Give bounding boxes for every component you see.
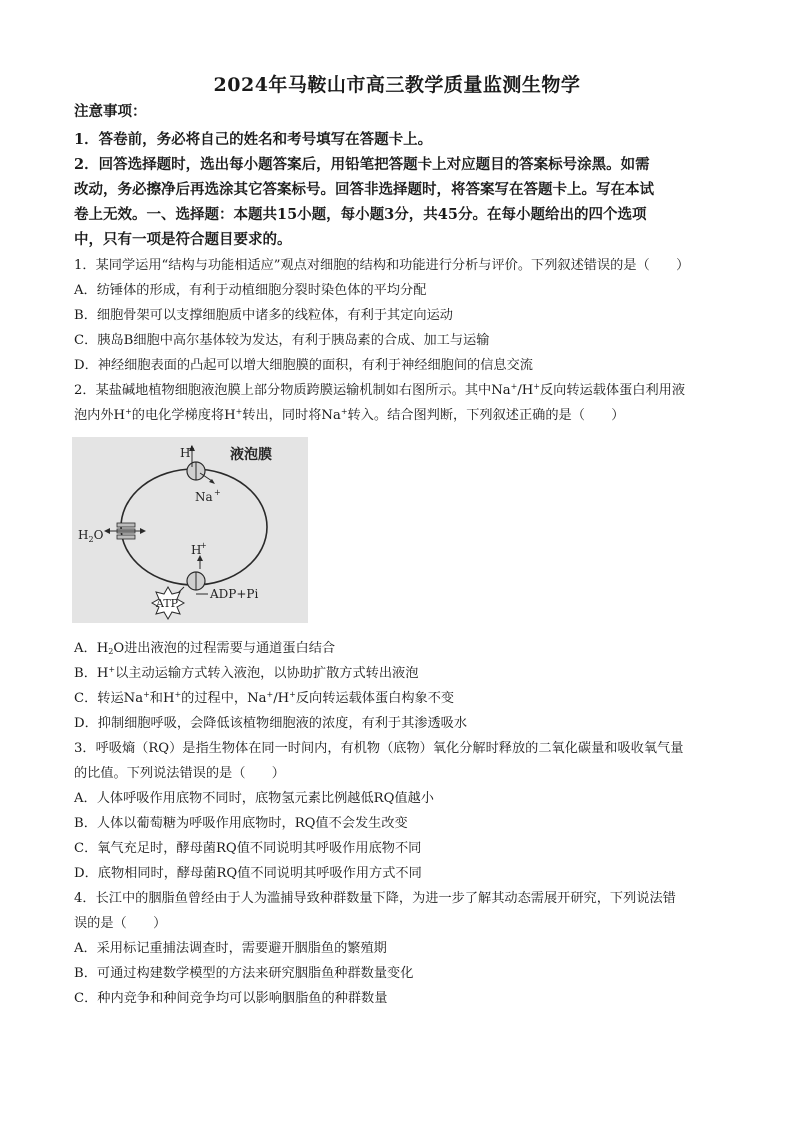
water-channel — [104, 523, 146, 539]
vacuole-membrane — [121, 469, 267, 585]
label-na-plus: + — [214, 488, 221, 497]
q4-option-c: C．种内竞争和种间竞争均可以影响胭脂鱼的种群数量 — [74, 991, 388, 1006]
label-atp: ATP — [156, 597, 179, 610]
q2-stem-line1: 2．某盐碱地植物细胞液泡膜上部分物质跨膜运输机制如右图所示。其中Na+/H+反向转运载体蛋白利用液 — [74, 382, 686, 398]
notice-item-1: 1．答卷前，务必将自己的姓名和考号填写在答题卡上。 — [74, 131, 433, 148]
q3-option-d: D．底物相同时，酵母菌RQ值不同说明其呼吸作用方式不同 — [74, 866, 422, 881]
q2-option-a: A．$H_2O$进出液泡的过程需要与通道蛋白结合 — [74, 641, 336, 656]
q1-option-c: C．胰岛B细胞中高尔基体较为发达，有利于胰岛素的合成、加工与运输 — [74, 333, 490, 348]
label-vacuole-membrane: 液泡膜 — [230, 447, 272, 463]
q3-option-a: A．人体呼吸作用底物不同时，底物氢元素比例越低RQ值越小 — [74, 791, 434, 806]
label-h-top-plus: + — [188, 444, 195, 453]
h-atpase-pump — [176, 555, 208, 595]
q1-option-a: A．纺锤体的形成，有利于动植细胞分裂时染色体的平均分配 — [74, 283, 427, 298]
q3-option-b: B．人体以葡萄糖为呼吸作用底物时，RQ值不会发生改变 — [74, 816, 408, 831]
label-h-bottom: H — [191, 543, 202, 557]
q3-stem-line2: 的比值。下列说法错误的是（ ） — [74, 766, 285, 781]
label-adp-pi: ADP+Pi — [210, 587, 259, 601]
label-h-top: H — [180, 446, 191, 460]
notice-heading: 注意事项： — [74, 103, 147, 120]
notice-item-2-cont: 改动，务必擦净后再选涂其它答案标号。回答非选择题时，将答案写在答题卡上。写在本试 — [74, 181, 654, 198]
q2-option-b: B．H+以主动运输方式转入液泡，以协助扩散方式转出液泡 — [74, 665, 419, 681]
vacuole-membrane-figure — [72, 437, 308, 623]
notice-item-2: 2．回答选择题时，选出每小题答案后，用铅笔把答题卡上对应题目的答案标号涂黑。如需 — [74, 156, 650, 173]
page-title: 2024年马鞍山市高三教学质量监测生物学 — [213, 74, 581, 96]
notice-section-intro: 卷上无效。一、选择题：本题共15小题，每小题3分，共45分。在每小题给出的四个选项 — [74, 206, 647, 223]
q3-stem-line1: 3．呼吸熵（RQ）是指生物体在同一时间内，有机物（底物）氧化分解时释放的二氧化碳量和吸收氧气量 — [74, 741, 684, 756]
q4-option-b: B．可通过构建数学模型的方法来研究胭脂鱼种群数量变化 — [74, 966, 414, 981]
q4-stem-line2: 误的是（ ） — [74, 916, 167, 931]
q3-option-c: C．氧气充足时，酵母菌RQ值不同说明其呼吸作用底物不同 — [74, 841, 422, 856]
q1-stem: 1．某同学运用“结构与功能相适应”观点对细胞的结构和功能进行分析与评价。下列叙述错误的是（ ） — [74, 258, 690, 273]
q4-option-a: A．采用标记重捕法调查时，需要避开胭脂鱼的繁殖期 — [74, 941, 387, 956]
q2-option-c: C．转运Na+和H+的过程中，Na+/H+反向转运载体蛋白构象不变 — [74, 690, 455, 706]
label-h-bottom-plus: + — [200, 541, 207, 550]
label-h2o: $H_2O$ — [78, 528, 104, 544]
q1-option-d: D．神经细胞表面的凸起可以增大细胞膜的面积，有利于神经细胞间的信息交流 — [74, 358, 533, 373]
notice-section-intro-cont: 中，只有一项是符合题目要求的。 — [74, 231, 292, 248]
q2-option-d: D．抑制细胞呼吸，会降低该植物细胞液的浓度，有利于其渗透吸水 — [74, 716, 468, 731]
q2-stem-line2: 泡内外H+的电化学梯度将H+转出，同时将Na+转入。结合图判断，下列叙述正确的是（ ） — [74, 407, 625, 423]
q1-option-b: B．细胞骨架可以支撑细胞质中诸多的线粒体，有利于其定向运动 — [74, 308, 453, 323]
label-na: Na — [195, 490, 213, 504]
q4-stem-line1: 4．长江中的胭脂鱼曾经由于人为滥捕导致种群数量下降，为进一步了解其动态需展开研究，下列说法错 — [74, 891, 676, 906]
